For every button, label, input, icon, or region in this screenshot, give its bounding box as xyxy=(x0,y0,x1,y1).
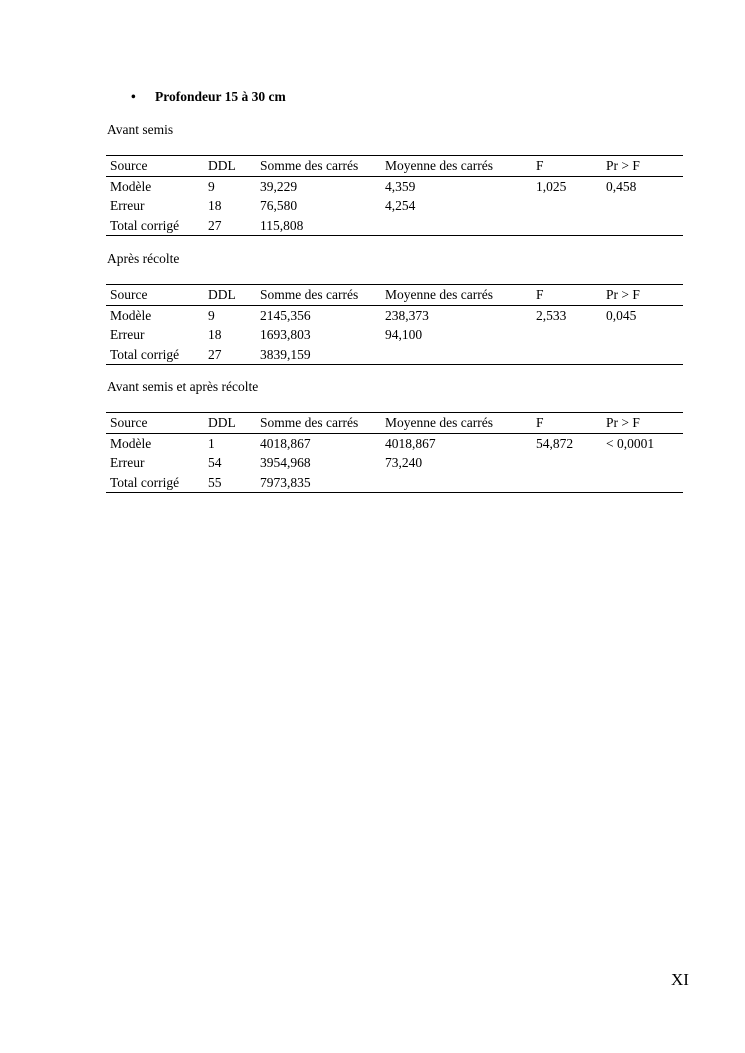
table-cell xyxy=(532,453,602,473)
table-cell: 2,533 xyxy=(536,307,567,323)
table-cell: 4,254 xyxy=(385,198,416,213)
table-row xyxy=(106,473,683,493)
table-cell: 9 xyxy=(208,307,215,323)
table-cell: Modèle xyxy=(110,435,152,451)
column-header: Somme des carrés xyxy=(256,285,381,306)
section-heading xyxy=(131,89,286,105)
table-row xyxy=(106,196,683,216)
column-header: F xyxy=(532,413,602,434)
column-header: Pr > F xyxy=(602,285,683,306)
table-cell: 76,580 xyxy=(260,198,298,213)
table-cell: 73,240 xyxy=(385,455,423,470)
anova-table-combined xyxy=(106,412,683,493)
anova-table-avant-semis xyxy=(106,155,683,236)
table-cell xyxy=(381,473,532,493)
table-cell: 0,045 xyxy=(606,307,637,323)
column-header: DDL xyxy=(204,285,256,306)
table-cell xyxy=(602,325,683,345)
table-cell: Erreur xyxy=(110,198,145,213)
table-cell: 1 xyxy=(208,435,215,451)
table-cell: Total corrigé xyxy=(106,345,204,365)
table-cell: 3839,159 xyxy=(256,345,381,365)
table-cell: 0,458 xyxy=(606,178,637,194)
table-cell: 39,229 xyxy=(260,178,298,194)
column-header: Source xyxy=(106,413,204,434)
table-cell xyxy=(602,473,683,493)
table-row xyxy=(106,453,683,473)
column-header: Somme des carrés xyxy=(256,413,381,434)
table-cell xyxy=(602,216,683,236)
column-header: F xyxy=(532,156,602,177)
table-cell xyxy=(381,216,532,236)
table-cell: 1,025 xyxy=(536,178,567,194)
table-cell: 55 xyxy=(204,473,256,493)
table-row xyxy=(106,176,683,196)
table-cell: 4018,867 xyxy=(385,435,436,451)
table-cell: 27 xyxy=(204,216,256,236)
table-cell xyxy=(381,345,532,365)
table-cell: 115,808 xyxy=(256,216,381,236)
column-header: Moyenne des carrés xyxy=(381,156,532,177)
table-cell xyxy=(532,196,602,216)
table-label-avant-semis-et-apres-recolte: Avant semis et après récolte xyxy=(107,379,259,394)
table-cell: 238,373 xyxy=(385,307,429,323)
table-cell xyxy=(532,325,602,345)
column-header: Pr > F xyxy=(602,413,683,434)
column-header: Source xyxy=(106,156,204,177)
column-header: Pr > F xyxy=(602,156,683,177)
anova-table-apres-recolte xyxy=(106,284,683,365)
table-cell: 2145,356 xyxy=(260,307,311,323)
column-header: Moyenne des carrés xyxy=(381,413,532,434)
table-cell: 7973,835 xyxy=(256,473,381,493)
column-header: DDL xyxy=(204,156,256,177)
column-header: Somme des carrés xyxy=(256,156,381,177)
table-cell: Modèle xyxy=(110,178,152,194)
table-cell xyxy=(532,345,602,365)
table-cell: 54 xyxy=(208,455,222,470)
table-header-row xyxy=(106,156,683,177)
table-label-avant-semis: Avant semis xyxy=(107,122,174,137)
table-cell: 18 xyxy=(208,327,222,342)
table-row xyxy=(106,325,683,345)
table-cell: 3954,968 xyxy=(260,455,311,470)
table-cell: 54,872 xyxy=(536,435,574,451)
table-cell xyxy=(602,345,683,365)
table-cell: 4,359 xyxy=(385,178,416,194)
table-cell: Total corrigé xyxy=(106,216,204,236)
column-header: Moyenne des carrés xyxy=(381,285,532,306)
table-cell: 9 xyxy=(208,178,215,194)
table-cell xyxy=(532,473,602,493)
column-header: F xyxy=(532,285,602,306)
table-cell: Erreur xyxy=(110,327,145,342)
table-row xyxy=(106,305,683,325)
table-row xyxy=(106,216,683,236)
column-header: DDL xyxy=(204,413,256,434)
page-number: XI xyxy=(671,970,689,989)
table-cell xyxy=(602,196,683,216)
table-row xyxy=(106,345,683,365)
table-cell: 18 xyxy=(208,198,222,213)
table-cell xyxy=(532,216,602,236)
table-cell: Total corrigé xyxy=(106,473,204,493)
section-heading-text: Profondeur 15 à 30 cm xyxy=(155,89,286,104)
bullet-icon: • xyxy=(131,89,136,104)
table-cell: 27 xyxy=(204,345,256,365)
table-cell: 94,100 xyxy=(385,327,423,342)
table-label-apres-recolte: Après récolte xyxy=(107,251,180,266)
table-cell: Modèle xyxy=(110,307,152,323)
table-header-row xyxy=(106,413,683,434)
column-header: Source xyxy=(106,285,204,306)
table-header-row xyxy=(106,285,683,306)
table-cell: 1693,803 xyxy=(260,327,311,342)
table-row xyxy=(106,433,683,453)
table-cell: Erreur xyxy=(110,455,145,470)
table-cell xyxy=(602,453,683,473)
table-cell: 4018,867 xyxy=(260,435,311,451)
table-cell: < 0,0001 xyxy=(606,435,655,451)
